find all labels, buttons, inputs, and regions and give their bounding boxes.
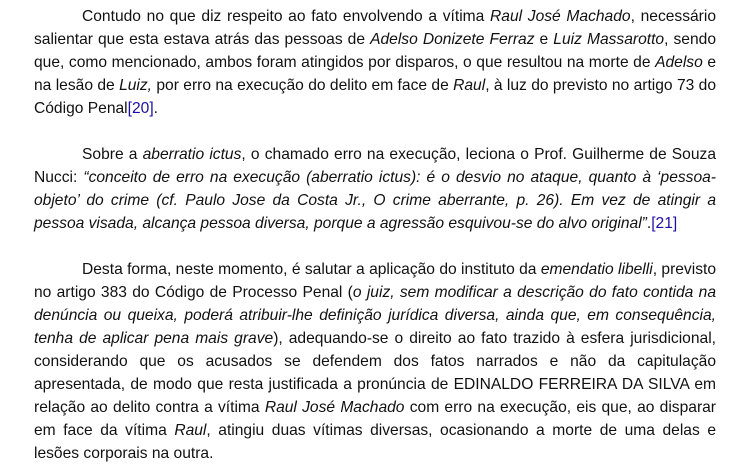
- italic-text: o juiz, sem modificar a descrição do fato contida na denúncia ou queixa, poderá atribuir-lhe definição jurídica diversa, ainda que, em consequência, tenha de aplicar pena mais grave: [34, 284, 716, 347]
- paragraph-erro-na-execucao: [34, 5, 716, 120]
- paragraph-aberratio-ictus: [34, 143, 716, 235]
- document-body: [34, 5, 716, 465]
- italic-text: Raul José Machado: [490, 8, 631, 25]
- italic-text: emendatio libelli: [540, 261, 653, 278]
- footnote-reference-link[interactable]: [21]: [651, 215, 678, 232]
- body-text: Desta forma, neste momento, é salutar a aplicação do instituto da: [82, 261, 541, 278]
- body-text: com erro na execução, eis que, ao disparar em face da vítima: [34, 399, 717, 439]
- body-text: .: [153, 100, 158, 117]
- body-text: ), adequando-se o direito ao fato trazido à esfera jurisdicional, considerando que os acusados se defendem dos fatos narrados e não da capitulação apresentada, de modo que resta justificada a pronúncia de EDINALDO FERREIRA DA SILVA em relação ao delito contra a vítima: [34, 330, 716, 416]
- italic-text: Adelso: [655, 54, 703, 71]
- body-text: e na lesão de: [34, 54, 716, 94]
- body-text: , à luz do previsto no artigo 73 do Código Penal: [34, 77, 717, 117]
- body-text: Contudo no que diz respeito ao fato envolvendo a vítima: [82, 8, 491, 25]
- body-text: , o chamado erro na execução, leciona o Prof. Guilherme de Souza Nucci:: [34, 146, 716, 186]
- body-text: .: [646, 215, 652, 232]
- body-text: Sobre a: [82, 146, 143, 163]
- italic-text: “conceito de erro na execução (aberratio ictus): é o desvio no ataque, quanto à ‘pessoa-objeto’ do crime (cf. Paulo Jose da Costa Jr., O crime aberrante, p. 26). Em vez de atingir a pessoa visada, alcança pessoa diversa, porque a agressão esquivou-se do alvo original”: [34, 169, 716, 232]
- italic-text: Adelso Donizete Ferraz: [370, 31, 535, 48]
- paragraph-emendatio-libelli: [34, 258, 716, 465]
- body-text: por erro na execução do delito em face de: [152, 77, 454, 94]
- body-text: e: [534, 31, 554, 48]
- body-text: , previsto no artigo 383 do Código de Processo Penal (: [34, 261, 716, 301]
- body-text: , atingiu duas vítimas diversas, ocasionando a morte de uma delas e lesões corporais na outra.: [34, 422, 717, 462]
- footnote-reference-link[interactable]: [20]: [127, 100, 154, 117]
- italic-text: Luiz Massarotto: [553, 31, 665, 48]
- italic-text: Raul: [174, 422, 207, 439]
- body-text: , necessário salientar que esta estava atrás das pessoas de: [34, 8, 717, 48]
- italic-text: Raul José Machado: [264, 399, 405, 416]
- italic-text: Luiz,: [119, 77, 153, 94]
- italic-text: aberratio ictus: [142, 146, 242, 163]
- italic-text: Raul: [453, 77, 486, 94]
- body-text: , sendo que, como mencionado, ambos foram atingidos por disparos, o que resultou na morte de: [34, 31, 716, 71]
